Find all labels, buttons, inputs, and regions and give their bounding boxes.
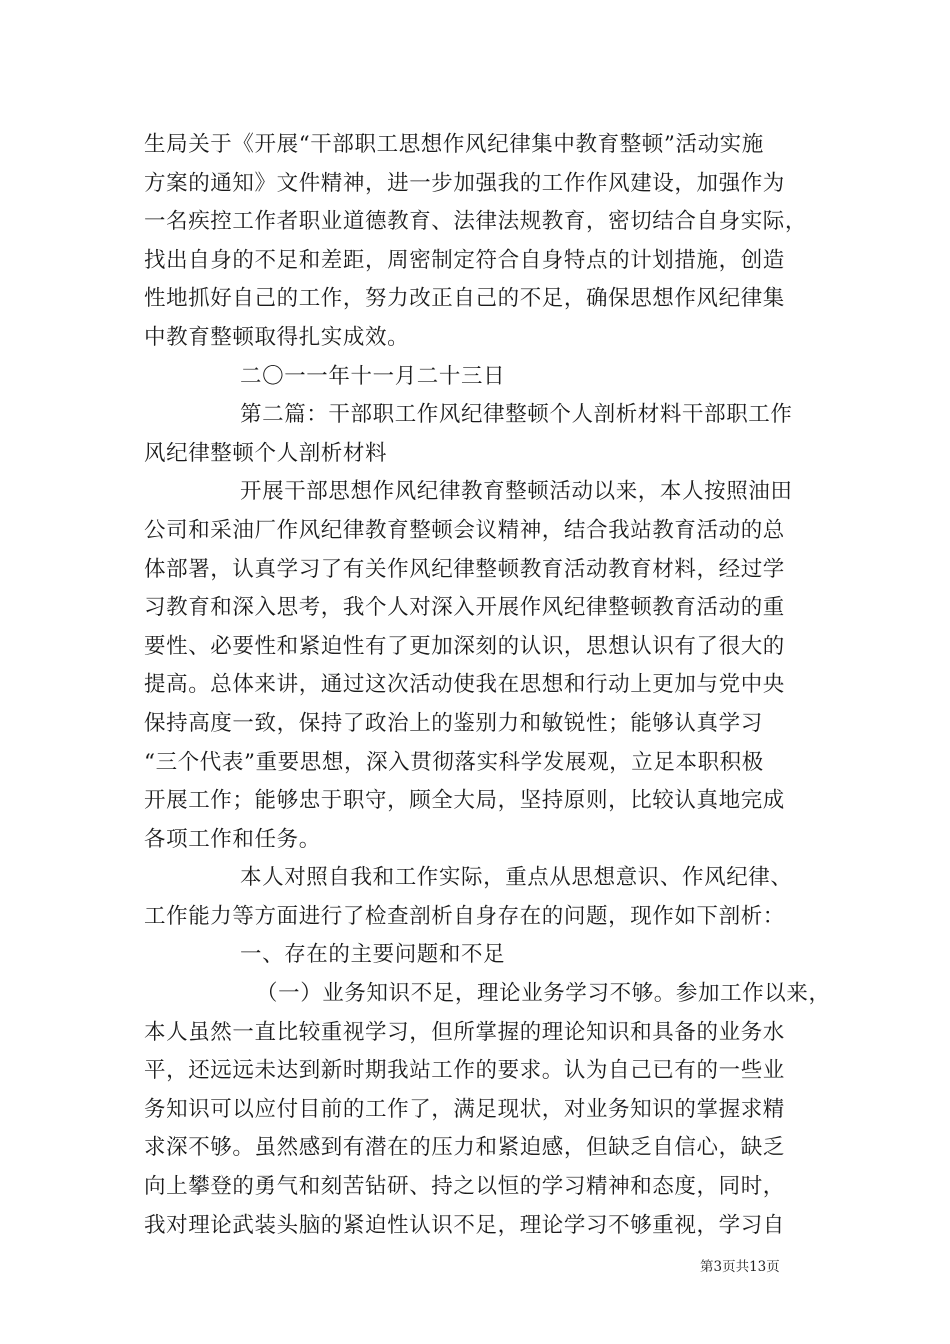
text-line: 性地抓好自己的工作，努力改正自己的不足，确保思想作风纪律集 — [144, 286, 785, 312]
text-line: 求深不够。虽然感到有潜在的压力和紧迫感，但缺乏自信心，缺乏 — [144, 1135, 785, 1161]
text-line: 方案的通知》文件精神，进一步加强我的工作作风建设，加强作为 — [144, 170, 785, 196]
page-number: 第3页共13页 — [700, 1259, 780, 1275]
paragraph-start: （一）业务知识不足，理论业务学习不够。参加工作以来， — [256, 981, 831, 1007]
text-line: 生局关于《开展“干部职工思想作风纪律集中教育整顿”活动实施 — [144, 132, 764, 157]
text-line: 开展工作；能够忠于职守，顾全大局，坚持原则，比较认真地完成 — [144, 788, 785, 814]
body-text — [144, 126, 831, 1245]
text-line: 平，还远远未达到新时期我站工作的要求。认为自己已有的一些业 — [144, 1058, 785, 1084]
text-line: 我对理论武装头脑的紧迫性认识不足，理论学习不够重视，学习自 — [144, 1212, 785, 1238]
text-line: 提高。总体来讲，通过这次活动使我在思想和行动上更加与党中央 — [144, 672, 785, 698]
text-line: 公司和采油厂作风纪律教育整顿会议精神，结合我站教育活动的总 — [144, 517, 785, 543]
section-heading: 第二篇：干部职工作风纪律整顿个人剖析材料干部职工作 — [240, 402, 793, 428]
text-line: 保持高度一致，保持了政治上的鉴别力和敏锐性；能够认真学习 — [144, 710, 763, 736]
text-line: 务知识可以应付目前的工作了，满足现状，对业务知识的掌握求精 — [144, 1096, 785, 1122]
text-line: 习教育和深入思考，我个人对深入开展作风纪律整顿教育活动的重 — [144, 595, 785, 621]
text-line: 中教育整顿取得扎实成效。 — [144, 324, 410, 350]
text-line: 要性、必要性和紧迫性有了更加深刻的认识，思想认识有了很大的 — [144, 633, 785, 659]
text-line: “三个代表”重要思想，深入贯彻落实科学发展观，立足本职积极 — [144, 749, 764, 775]
subsection-heading: 一、存在的主要问题和不足 — [240, 942, 506, 968]
text-line: 一名疾控工作者职业道德教育、法律法规教育，密切结合自身实际， — [144, 209, 808, 235]
section-heading-continued: 风纪律整顿个人剖析材料 — [144, 440, 388, 466]
text-line: 体部署，认真学习了有关作风纪律整顿教育活动教育材料，经过学 — [144, 556, 785, 582]
paragraph-start: 本人对照自我和工作实际，重点从思想意识、作风纪律、 — [240, 865, 793, 891]
text-line: 找出自身的不足和差距，周密制定符合自身特点的计划措施，创造 — [144, 247, 785, 273]
paragraph-start: 开展干部思想作风纪律教育整顿活动以来，本人按照油田 — [240, 479, 793, 505]
text-line: 本人虽然一直比较重视学习，但所掌握的理论知识和具备的业务水 — [144, 1019, 785, 1045]
text-line: 工作能力等方面进行了检查剖析自身存在的问题，现作如下剖析： — [144, 903, 785, 929]
date-line: 二〇一一年十一月二十三日 — [240, 363, 506, 389]
text-line: 各项工作和任务。 — [144, 826, 321, 852]
text-line: 向上攀登的勇气和刻苦钻研、持之以恒的学习精神和态度，同时， — [144, 1174, 785, 1200]
